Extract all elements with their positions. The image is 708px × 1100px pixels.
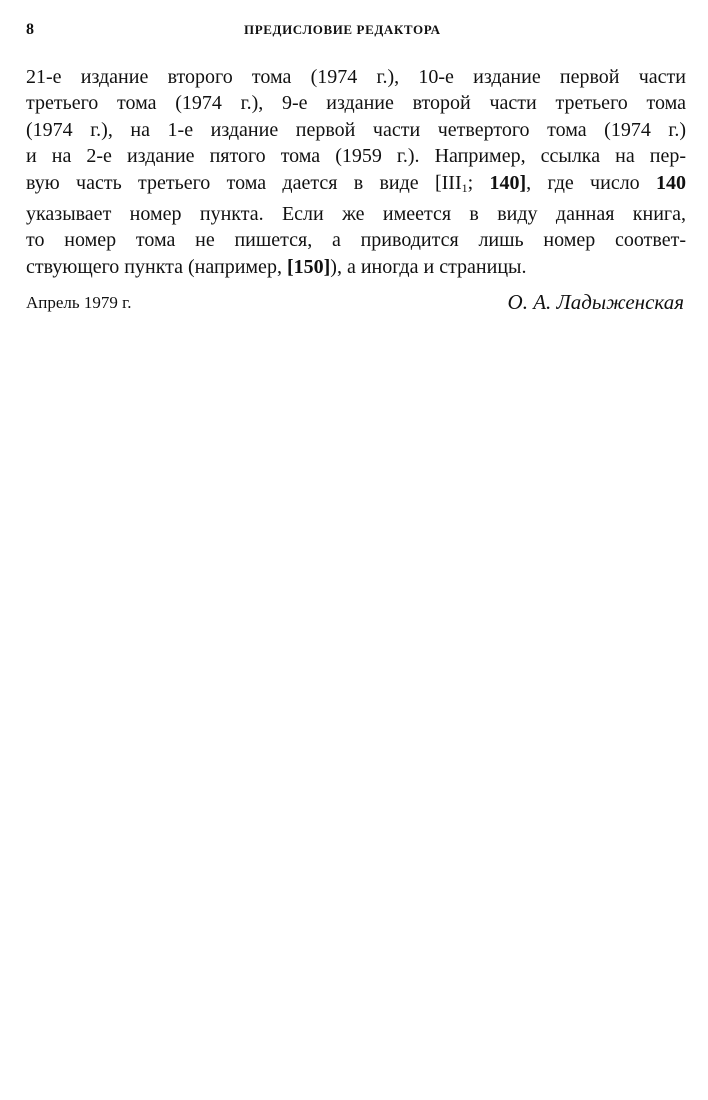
text-line: указывает номер пункта. Если же имеется в виду данная книга, [26, 203, 686, 226]
reference-volume: [III [434, 171, 462, 194]
author-signature: О. А. Ладыженская [507, 290, 684, 314]
text-line-with-example [26, 254, 686, 280]
body-paragraph [26, 64, 686, 280]
reference-item: 140 [489, 171, 520, 194]
text-line: (1974 г.), на 1-е издание первой части четвертого тома (1974 г.) [26, 118, 686, 141]
text-fragment: ), а иногда и страницы. [330, 255, 527, 278]
text-fragment: , где число [526, 171, 656, 194]
example-close: ] [323, 255, 331, 278]
reference-separator: ; [467, 171, 490, 194]
reference-citation [435, 172, 526, 194]
text-fragment: ствующего пункта (например, [26, 255, 287, 278]
text-line: третьего тома (1974 г.), 9-е издание второй части третьего тома [26, 92, 686, 115]
date-line: Апрель 1979 г. [26, 293, 132, 312]
reference-subscript: 1 [461, 180, 468, 195]
page-number: 8 [26, 21, 34, 38]
reference-close: ] [519, 171, 527, 194]
example-item: 150 [293, 255, 324, 278]
running-head: ПРЕДИСЛОВИЕ РЕДАКТОРА [244, 22, 441, 37]
text-line: и на 2-е издание пятого тома (1959 г.). Например, ссылка на пер- [26, 145, 686, 168]
example-reference [287, 256, 330, 278]
text-line-with-reference [26, 170, 686, 201]
example-open: [ [286, 255, 294, 278]
item-number: 140 [655, 171, 686, 194]
text-line: 21-е издание второго тома (1974 г.), 10-е издание первой части [26, 66, 686, 88]
text-line: то номер тома не пишется, а приводится лишь номер соответ- [26, 229, 686, 252]
text-fragment: вую часть третьего тома дается в виде [26, 171, 435, 194]
